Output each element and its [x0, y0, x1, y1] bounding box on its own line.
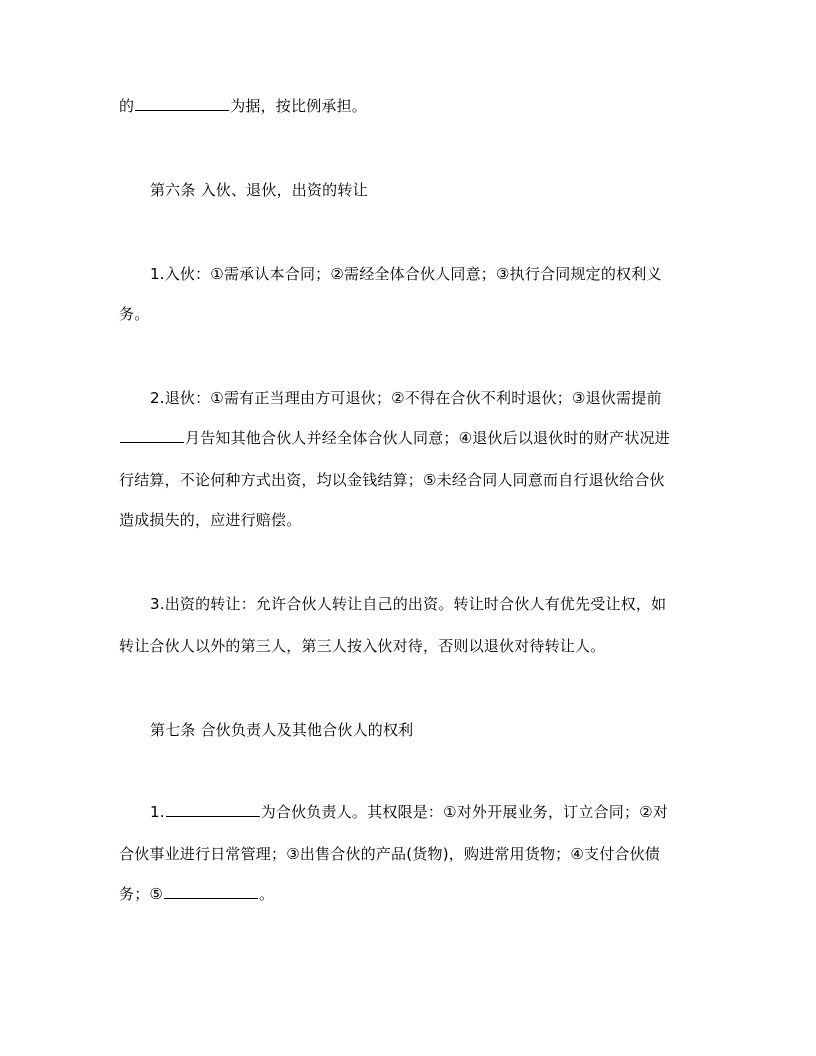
- paragraph-line: 行结算，不论何种方式出资，均以金钱结算；⑤未经合同人同意而自行退伙给合伙: [119, 471, 665, 489]
- article-heading: 第六条 入伙、退伙，出资的转让: [150, 181, 368, 199]
- paragraph-line: 造成损失的，应进行赔偿。: [119, 511, 302, 529]
- paragraph-line: 1.入伙：①需承认本合同；②需经全体合伙人同意；③执行合同规定的权利义: [150, 265, 662, 283]
- paragraph-line: 务。: [119, 305, 150, 323]
- paragraph-line: 2.退伙：①需有正当理由方可退伙；②不得在合伙不利时退伙；③退伙需提前: [150, 389, 662, 407]
- paragraph-line: 3.出资的转让：允许合伙人转让自己的出资。转让时合伙人有优先受让权，如: [150, 595, 667, 613]
- article-heading: 第七条 合伙负责人及其他合伙人的权利: [150, 721, 414, 739]
- text-segment: 1.: [150, 803, 165, 821]
- paragraph-line: 转让合伙人以外的第三人，第三人按入伙对待，否则以退伙对待转让人。: [119, 637, 606, 655]
- text-segment: 的: [119, 97, 135, 115]
- paragraph-line: [119, 884, 274, 904]
- text-segment: 。: [259, 885, 275, 903]
- fill-in-blank: [135, 96, 229, 111]
- paragraph-line: 合伙事业进行日常管理；③出售合伙的产品(货物)，购进常用货物；④支付合伙债: [119, 845, 661, 863]
- text-segment: 务；⑤: [119, 885, 164, 903]
- text-segment: 为合伙负责人。其权限是：①对外开展业务，订立合同；②对: [260, 803, 669, 821]
- paragraph-line: [119, 96, 367, 116]
- text-segment: 月告知其他合伙人并经全体合伙人同意；④退伙后以退伙时的财产状况进: [185, 429, 670, 447]
- fill-in-blank: [164, 884, 258, 899]
- paragraph-line: [150, 802, 668, 822]
- fill-in-blank: [166, 802, 260, 817]
- text-segment: 为据，按比例承担。: [230, 97, 368, 115]
- fill-in-blank: [120, 428, 184, 443]
- paragraph-line: [119, 428, 670, 448]
